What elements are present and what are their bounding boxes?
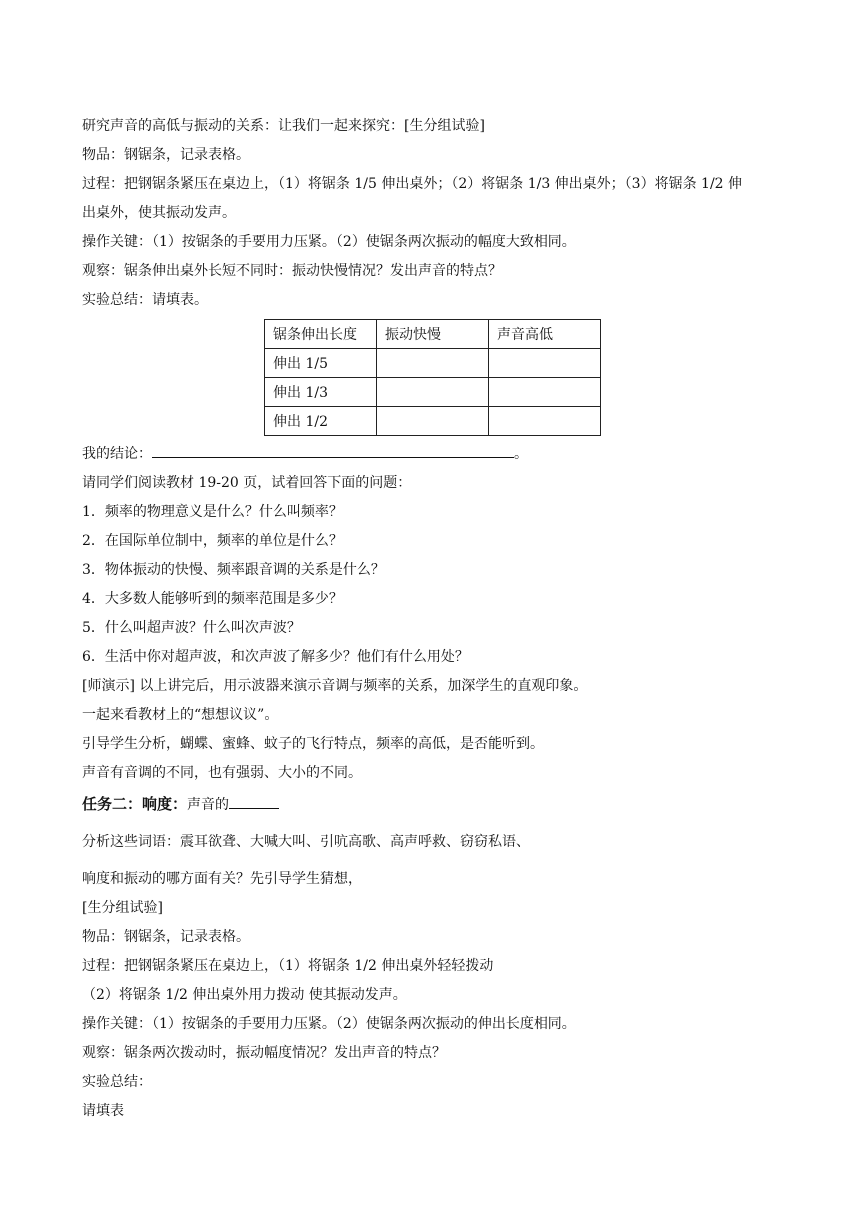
text-line: 实验总结：请填表。 (82, 292, 208, 308)
table-row (265, 407, 601, 436)
text-line: 请同学们阅读教材 19-20 页，试着回答下面的问题： (82, 475, 412, 491)
text-line: 过程：把钢锯条紧压在桌边上，（1）将锯条 1/2 伸出桌外轻轻拨动 (82, 958, 494, 974)
text-line: 请填表 (82, 1103, 124, 1119)
table-row (265, 349, 601, 378)
table-cell: 伸出 1/2 (265, 407, 377, 436)
table-cell-blank[interactable] (377, 378, 489, 407)
question-item: 4．大多数人能够听到的频率范围是多少？ (82, 591, 343, 607)
task2-blank[interactable] (229, 794, 279, 809)
task2-heading (82, 788, 782, 820)
table-cell: 伸出 1/5 (265, 349, 377, 378)
text-line: 研究声音的高低与振动的关系：让我们一起来探究：[生分组试验] (82, 118, 485, 134)
table-header-cell: 振动快慢 (377, 320, 489, 349)
task2-title: 任务二：响度： (82, 795, 188, 813)
table-header-cell: 声音高低 (489, 320, 601, 349)
document-page (82, 112, 782, 1126)
question-item: 2．在国际单位制中，频率的单位是什么？ (82, 533, 343, 549)
text-line: 响度和振动的哪方面有关？先引导学生猜想， (82, 871, 362, 887)
table-cell-blank[interactable] (377, 407, 489, 436)
text-line: 过程：把钢锯条紧压在桌边上，（1）将锯条 1/5 伸出桌外；（2）将锯条 1/3 伸出桌外；（3）将锯条 1/2 伸 (82, 176, 743, 192)
table-cell-blank[interactable] (489, 378, 601, 407)
conclusion-label: 我的结论： (82, 446, 152, 462)
table-cell-blank[interactable] (377, 349, 489, 378)
table-header-cell: 锯条伸出长度 (265, 320, 377, 349)
text-line: 出桌外，使其振动发声。 (82, 205, 236, 221)
pitch-experiment-table (264, 319, 601, 436)
text-line: 引导学生分析，蝴蝶、蜜蜂、蚊子的飞行特点，频率的高低，是否能听到。 (82, 736, 544, 752)
text-line: 物品：钢锯条，记录表格。 (82, 147, 250, 163)
table-cell: 伸出 1/3 (265, 378, 377, 407)
text-line: （2）将锯条 1/2 伸出桌外用力拨动 使其振动发声。 (82, 987, 407, 1003)
text-line: 声音有音调的不同，也有强弱、大小的不同。 (82, 765, 362, 781)
text-line: 观察：锯条两次拨动时，振动幅度情况？发出声音的特点？ (82, 1045, 446, 1061)
table-header-row (265, 320, 601, 349)
table-cell-blank[interactable] (489, 349, 601, 378)
text-line: 分析这些词语：震耳欲聋、大喊大叫、引吭高歌、高声呼救、窃窃私语、 (82, 834, 530, 850)
question-item: 3．物体振动的快慢、频率跟音调的关系是什么？ (82, 562, 385, 578)
conclusion-blank[interactable] (152, 441, 514, 458)
text-line: [师演示] 以上讲完后，用示波器来演示音调与频率的关系，加深学生的直观印象。 (82, 678, 588, 694)
conclusion-end: 。 (514, 446, 528, 462)
task2-rest: 声音的 (187, 797, 230, 813)
table-cell-blank[interactable] (489, 407, 601, 436)
text-line: 一起来看教材上的“想想议议”。 (82, 707, 279, 723)
question-item: 1．频率的物理意义是什么？什么叫频率？ (82, 504, 343, 520)
question-item: 5．什么叫超声波？什么叫次声波？ (82, 620, 301, 636)
text-line: 操作关键：（1）按锯条的手要用力压紧。（2）使锯条两次振动的幅度大致相同。 (82, 234, 576, 250)
text-line: 实验总结： (82, 1074, 152, 1090)
text-line: 物品：钢锯条，记录表格。 (82, 929, 250, 945)
text-line: 观察：锯条伸出桌外长短不同时：振动快慢情况？发出声音的特点？ (82, 263, 502, 279)
text-line: [生分组试验] (82, 900, 163, 916)
question-item: 6．生活中你对超声波，和次声波了解多少？他们有什么用处？ (82, 649, 469, 665)
text-line: 操作关键：（1）按锯条的手要用力压紧。（2）使锯条两次振动的伸出长度相同。 (82, 1016, 576, 1032)
conclusion-line (82, 440, 782, 469)
table-row (265, 378, 601, 407)
